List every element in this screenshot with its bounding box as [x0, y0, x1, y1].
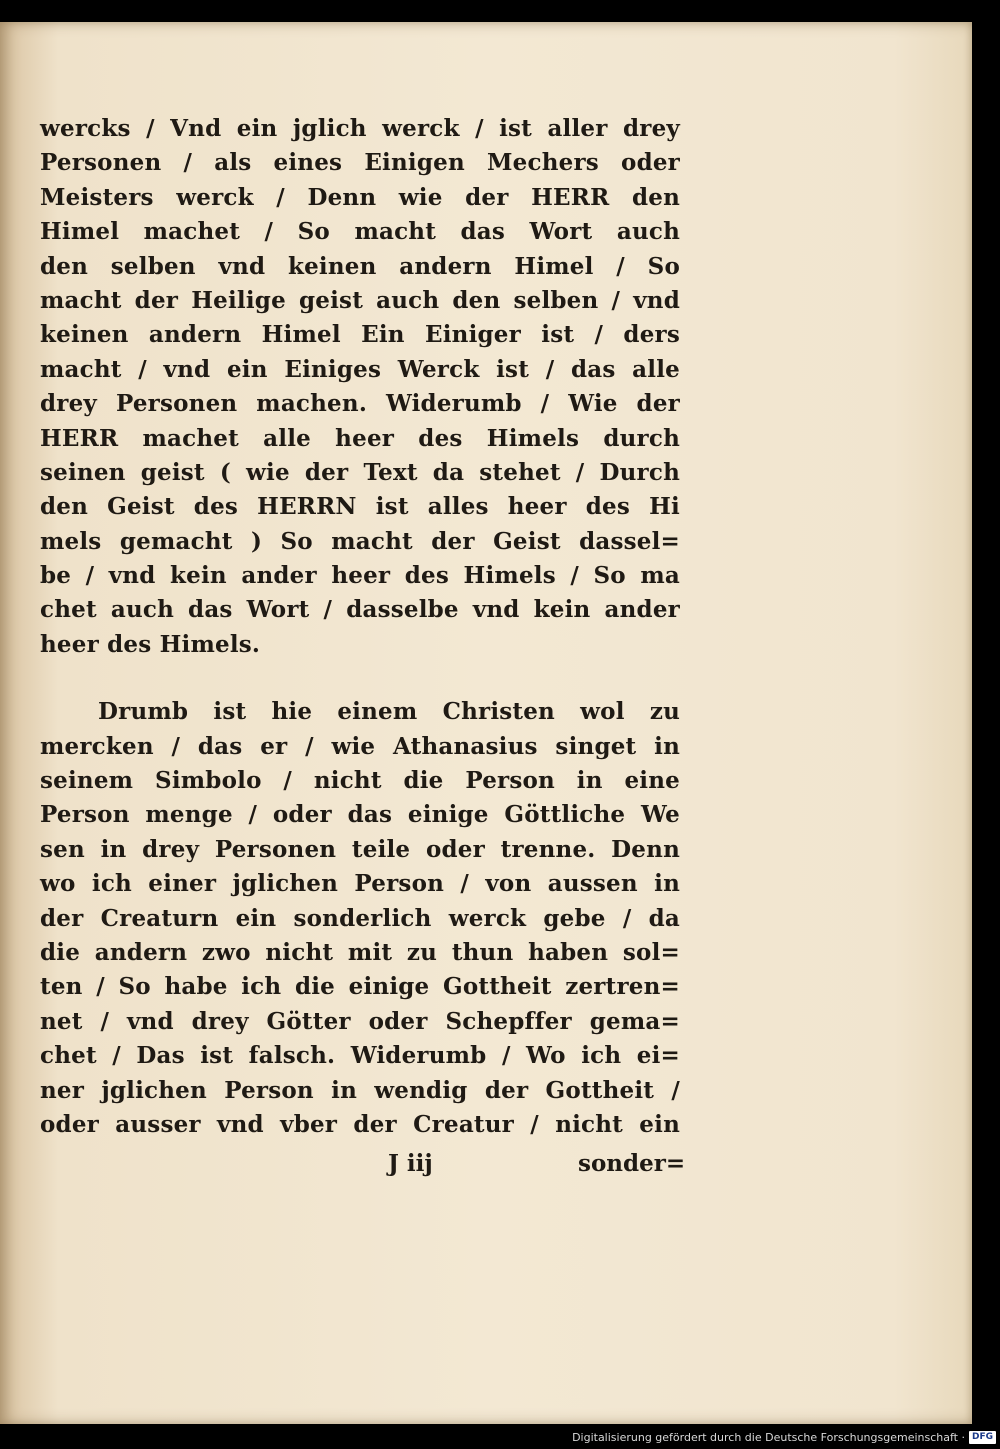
text-line: Personen / als eines Einigen Mechers oder: [40, 149, 680, 177]
text-line: macht / vnd ein Einiges Werck ist / das alle: [40, 355, 680, 383]
text-line: be / vnd kein ander heer des Himels / So ma: [40, 562, 680, 590]
text-line: Meisters werck / Denn wie der HERR den: [40, 183, 680, 211]
text-line: seinem Simbolo / nicht die Person in eine: [40, 767, 680, 795]
page-footer-line: [40, 1147, 686, 1181]
paragraph-1: [40, 112, 680, 662]
text-line: ner jglichen Person in wendig der Gottheit /: [40, 1076, 680, 1104]
text-line: sen in drey Personen teile oder trenne. Denn: [40, 835, 680, 863]
text-line: seinen geist ( wie der Text da stehet / Durch: [40, 458, 680, 486]
text-line: Himel machet / So macht das Wort auch: [40, 218, 680, 246]
text-line: chet auch das Wort / dasselbe vnd kein ander: [40, 596, 680, 624]
text-line: mercken / das er / wie Athanasius singet in: [40, 732, 680, 760]
text-line: drey Personen machen. Widerumb / Wie der: [40, 390, 680, 418]
text-line: den selben vnd keinen andern Himel / So: [40, 252, 680, 280]
page-text: [40, 112, 680, 1142]
text-line: der Creaturn ein sonderlich werck gebe / da: [40, 904, 680, 932]
paragraph-gap: [40, 662, 680, 695]
text-line: oder ausser vnd vber der Creatur / nicht ein: [40, 1110, 680, 1138]
signature-mark: J iij: [388, 1150, 433, 1177]
text-line: ten / So habe ich die einige Gottheit zertren=: [40, 973, 680, 1001]
text-line: den Geist des HERRN ist alles heer des Hi: [40, 493, 680, 521]
text-line: heer des Himels.: [40, 630, 261, 658]
text-line: mels gemacht ) So macht der Geist dassel=: [40, 527, 680, 555]
text-line: Person menge / oder das einige Göttliche We: [40, 801, 680, 829]
dfg-logo-icon: DFG: [969, 1431, 996, 1444]
paragraph-2: [40, 695, 680, 1142]
text-line: macht der Heilige geist auch den selben / vnd: [40, 286, 680, 314]
text-line: HERR machet alle heer des Himels durch: [40, 424, 680, 452]
text-line: net / vnd drey Götter oder Schepffer gema=: [40, 1007, 680, 1035]
catchword: sonder=: [578, 1150, 686, 1177]
text-line: die andern zwo nicht mit zu thun haben sol=: [40, 938, 680, 966]
text-line: wercks / Vnd ein jglich werck / ist aller drey: [40, 115, 680, 142]
text-line: wo ich einer jglichen Person / von aussen in: [40, 870, 680, 898]
text-line: chet / Das ist falsch. Widerumb / Wo ich ei=: [40, 1042, 680, 1070]
text-line: Drumb ist hie einem Christen wol zu: [98, 698, 680, 726]
funding-footer: [0, 1425, 1000, 1449]
text-line: keinen andern Himel Ein Einiger ist / ders: [40, 321, 680, 349]
funding-text: Digitalisierung gefördert durch die Deutsche Forschungsgemeinschaft ·: [572, 1430, 965, 1444]
book-page: [0, 22, 972, 1424]
